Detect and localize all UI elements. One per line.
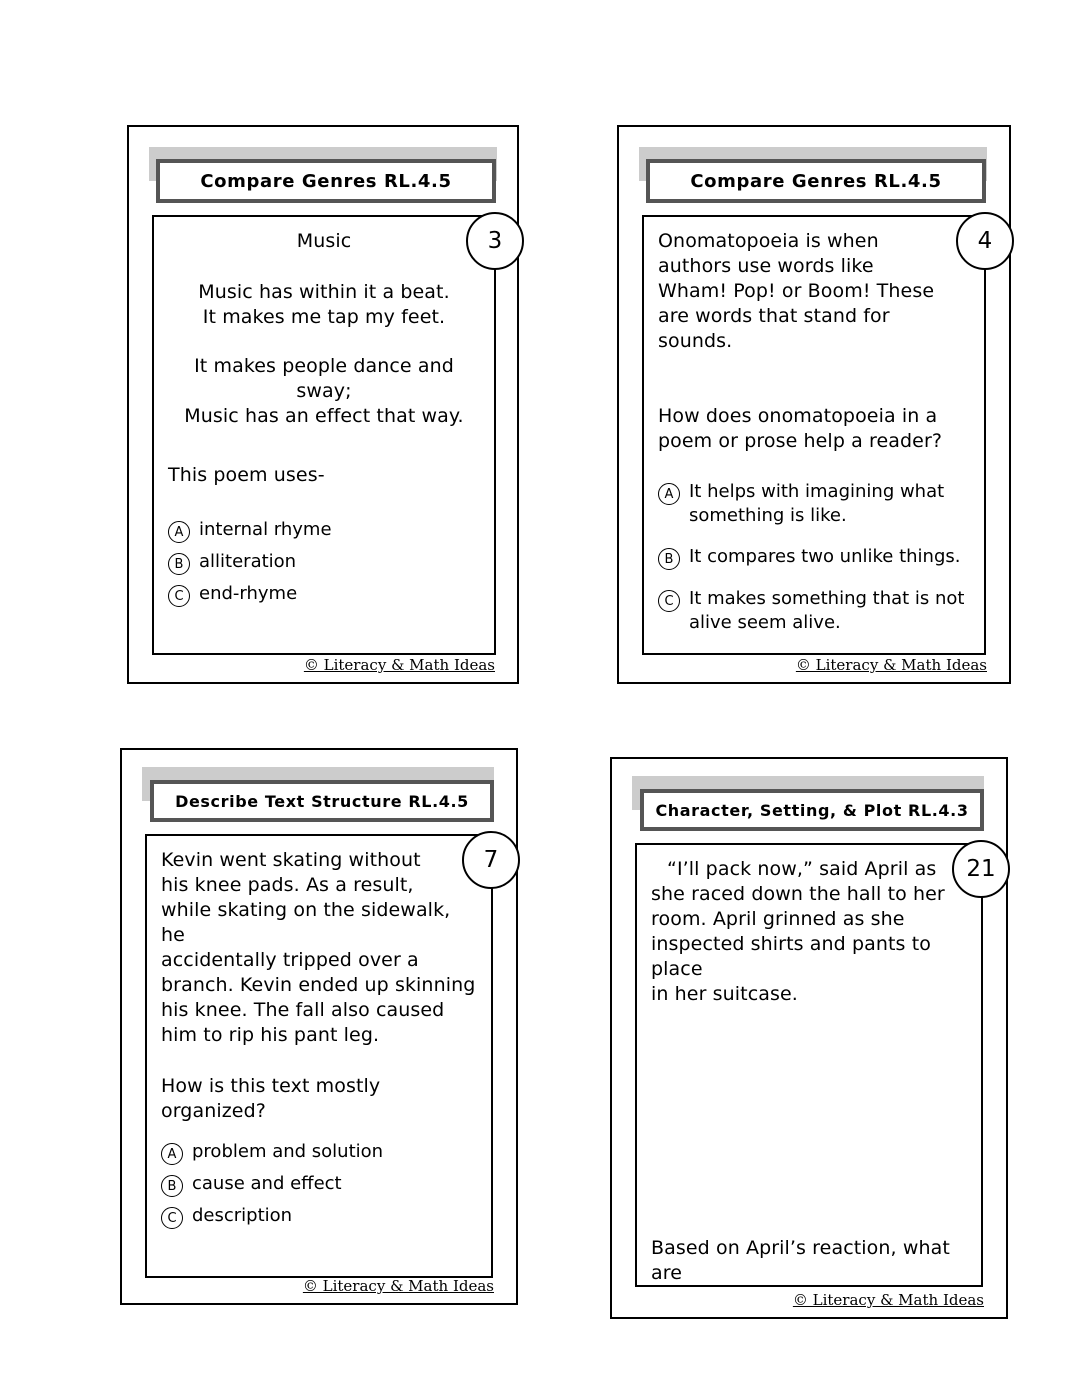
standard-title-plate [156, 159, 496, 203]
choice-text: description [192, 1205, 293, 1226]
choice-text: It makes something that is not alive seem alive. [689, 588, 965, 633]
passage-block [658, 229, 970, 354]
card-number-text: 7 [483, 847, 499, 873]
standard-title-text: Describe Text Structure RL.4.5 [175, 791, 469, 811]
passage-line: Kevin went skating without [161, 849, 421, 871]
task-card-7 [120, 748, 518, 1305]
answer-space [651, 1007, 967, 1236]
passage-line: his knee pads. As a result, [161, 874, 414, 896]
question-line [651, 1286, 967, 1287]
content-padding [154, 217, 494, 653]
question-line: How does onomatopoeia in a [658, 405, 938, 427]
task-card-3 [127, 125, 519, 684]
spacer [161, 1048, 477, 1074]
passage-block [651, 857, 967, 1007]
passage-line: “I’ll pack now,” said April as [667, 858, 937, 880]
question-line: Based on April’s reaction, what are [651, 1237, 950, 1284]
card-number-badge [462, 831, 520, 889]
copyright-footer: © Literacy & Math Ideas [795, 656, 987, 674]
choice-letter-badge: B [168, 553, 190, 575]
choice-text: alliteration [199, 551, 297, 572]
card-body [122, 750, 516, 1303]
card-number-text: 4 [977, 228, 993, 254]
question-line: poem or prose help a reader? [658, 430, 943, 452]
answer-choice[interactable] [168, 518, 480, 543]
answer-choice[interactable] [161, 1172, 477, 1197]
poem-line: Music has within it a beat. [198, 281, 450, 303]
answer-choice-list [658, 480, 970, 635]
standard-title-plate [640, 789, 984, 831]
copyright-footer: © Literacy & Math Ideas [792, 1291, 984, 1309]
question-prompt: This poem uses- [168, 464, 325, 486]
answer-choice[interactable] [658, 587, 970, 635]
passage-line: room. April grinned as she [651, 908, 905, 930]
passage-block [161, 848, 477, 1048]
choice-letter-badge: A [161, 1143, 183, 1165]
card-number-badge [466, 212, 524, 270]
choice-text: cause and effect [192, 1173, 342, 1194]
passage-line: Wham! Pop! or Boom! These [658, 280, 935, 302]
choice-text: problem and solution [192, 1141, 384, 1162]
passage-line: him to rip his pant leg. [161, 1024, 380, 1046]
choice-letter-badge: B [161, 1175, 183, 1197]
poem-stanza-1 [168, 280, 480, 330]
spacer [658, 354, 970, 404]
card-number-text: 21 [966, 856, 996, 882]
task-card-21 [610, 757, 1008, 1319]
poem-stanza-2 [168, 354, 480, 429]
card-body [612, 759, 1006, 1317]
choice-letter-badge: B [658, 548, 680, 570]
question-content-box [635, 843, 983, 1287]
standard-title-text: Character, Setting, & Plot RL.4.3 [655, 800, 969, 820]
passage-line: sounds. [658, 330, 733, 352]
choice-text: end-rhyme [199, 583, 298, 604]
standard-title-text: Compare Genres RL.4.5 [690, 170, 942, 192]
content-padding [147, 836, 491, 1276]
answer-choice[interactable] [161, 1140, 477, 1165]
poem-line: Music has an effect that way. [184, 405, 464, 427]
question-block [651, 1236, 967, 1287]
poem-line: It makes people dance and sway; [194, 355, 454, 402]
question-content-box [642, 215, 986, 655]
question-block [161, 1074, 477, 1124]
choice-letter-badge: C [161, 1207, 183, 1229]
passage-line: Onomatopoeia is when [658, 230, 879, 252]
standard-title-plate [646, 159, 986, 203]
answer-choice[interactable] [161, 1204, 477, 1229]
question-content-box [152, 215, 496, 655]
passage-line: authors use words like [658, 255, 874, 277]
answer-choice[interactable] [168, 582, 480, 607]
choice-letter-badge: C [658, 590, 680, 612]
card-number-badge [952, 840, 1010, 898]
question-block [658, 404, 970, 454]
answer-choice[interactable] [658, 480, 970, 528]
choice-letter-badge: A [168, 521, 190, 543]
passage-line: accidentally tripped over a [161, 949, 419, 971]
choice-text: It helps with imagining what something is like. [689, 481, 945, 526]
answer-choice[interactable] [168, 550, 480, 575]
content-padding [637, 845, 981, 1285]
question-line: How is this text mostly [161, 1075, 381, 1097]
passage-line: his knee. The fall also caused [161, 999, 445, 1021]
choice-text: internal rhyme [199, 519, 332, 540]
standard-title-plate [150, 780, 494, 822]
question-content-box [145, 834, 493, 1278]
passage-line: she raced down the hall to her [651, 883, 945, 905]
answer-choice[interactable] [658, 545, 970, 570]
answer-choice-list [168, 518, 480, 607]
card-body [129, 127, 517, 682]
passage-line: inspected shirts and pants to place [651, 933, 931, 980]
standard-title-text: Compare Genres RL.4.5 [200, 170, 452, 192]
passage-line: branch. Kevin ended up skinning [161, 974, 476, 996]
poem-line: It makes me tap my feet. [202, 306, 446, 328]
passage-line: while skating on the sidewalk, he [161, 899, 451, 946]
card-body [619, 127, 1009, 682]
copyright-footer: © Literacy & Math Ideas [302, 1277, 494, 1295]
poem-title: Music [296, 230, 352, 252]
choice-letter-badge: C [168, 585, 190, 607]
answer-choice-list [161, 1140, 477, 1229]
choice-text: It compares two unlike things. [689, 546, 961, 567]
choice-letter-badge: A [658, 483, 680, 505]
task-card-4 [617, 125, 1011, 684]
passage-line: in her suitcase. [651, 983, 798, 1005]
question-line: organized? [161, 1100, 266, 1122]
copyright-footer: © Literacy & Math Ideas [303, 656, 495, 674]
content-padding [644, 217, 984, 653]
card-number-text: 3 [487, 228, 503, 254]
passage-line: are words that stand for [658, 305, 890, 327]
card-number-badge [956, 212, 1014, 270]
